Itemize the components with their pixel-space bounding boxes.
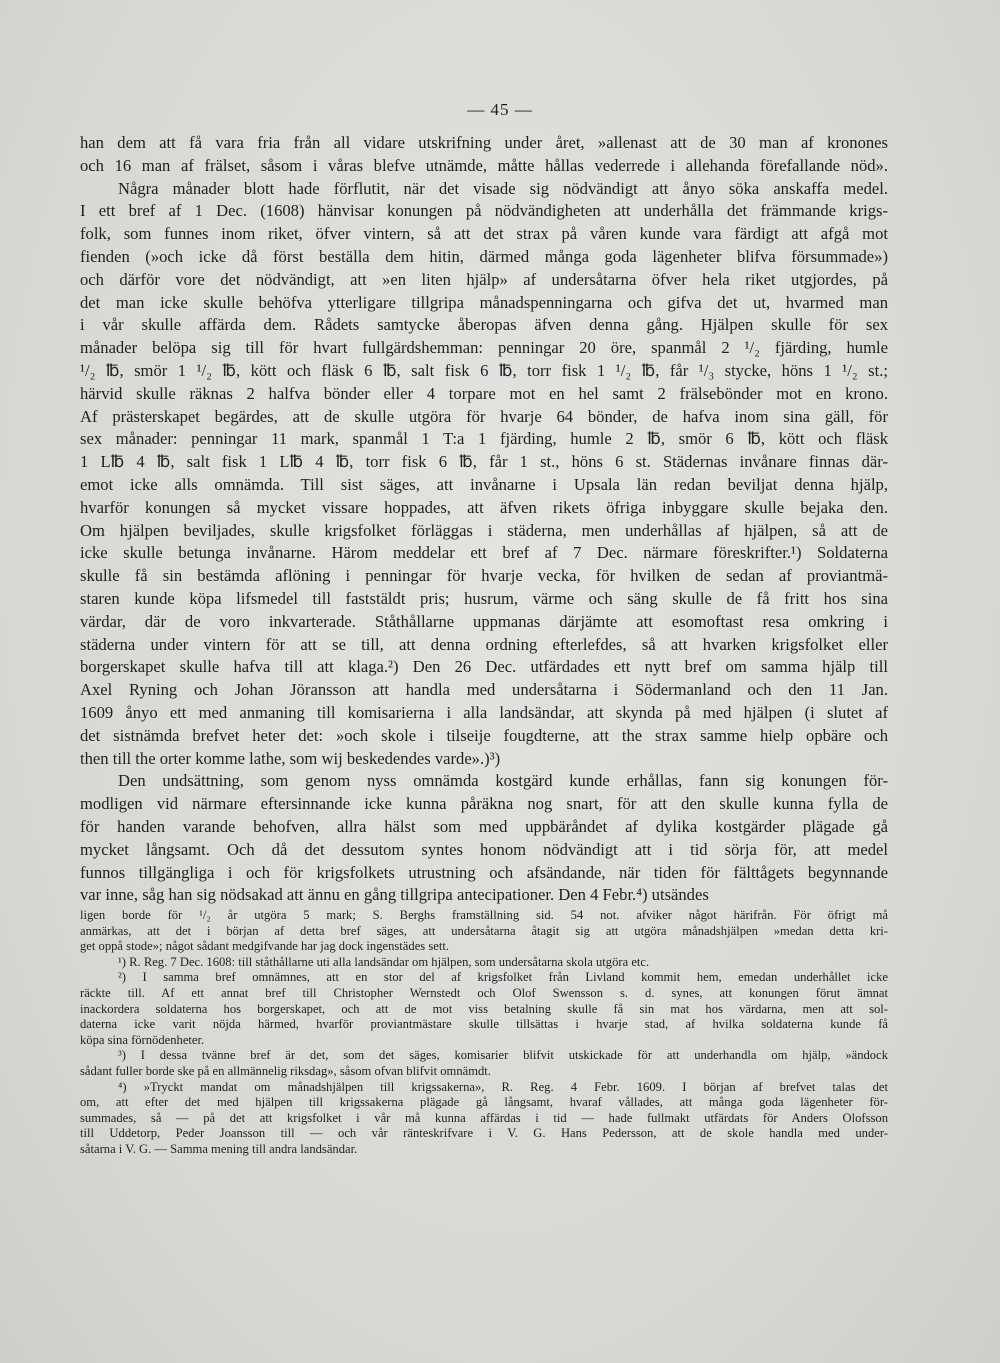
footnote-line: ³) I dessa tvänne bref är det, som det säges, komisarier blifvit utskickade för att underhandla om hjälp, »ändock (118, 1048, 888, 1063)
body-line: icke skulle betunga invånarne. Härom meddelar ett bref af 7 Dec. närmare föreskrifter.¹) Soldaterna (80, 543, 888, 563)
body-line: then till the orter komme lathe, som wij beskedendes varde».)³) (80, 748, 501, 768)
body-line: värdar, där de voro inkvarterade. Ståthållarne uppmanas därjämte att esomoftast resa omkring i (80, 611, 888, 631)
body-line: städerna under vintern för att se till, att denna ordning efterlefdes, så att hvarken krigsfolket eller (80, 634, 888, 654)
body-line: hvarför konungen så mycket vissare hoppades, att äfven rikets öfriga inbyggare skulle bejaka den. (80, 497, 888, 517)
footnote-line: ²) I samma bref omnämnes, att en stor del af krigsfolket från Livland kommit hem, emedan underhållet icke (118, 970, 888, 985)
body-line: 1 L℔ 4 ℔, salt fisk 1 L℔ 4 ℔, torr fisk 6 ℔, får 1 st., höns 6 st. Städernas invånare finnas där- (80, 452, 888, 472)
body-line: I ett bref af 1 Dec. (1608) hänvisar konungen på nödvändigheten att underhålla det främmande krigs- (80, 201, 888, 221)
body-line: och 16 man af frälset, såsom i våras blefve utnämde, måtte hållas vederrede i allehanda förefallande nöd». (80, 155, 888, 175)
body-line: han dem att få vara fria från all vidare utskrifning under året, »allenast att de 30 man af kronones (80, 133, 888, 152)
body-line: fienden (»och icke då först beställa dem hitin, därmed många goda lägenheter blifva försummade») (80, 246, 888, 266)
body-line: för handen varande behofven, allra hälst som med uppbäråndet af dylika kostgärder plägade gå (80, 816, 888, 836)
body-line: 1609 ånyo ett med anmaning till komisarierna i alla landsändar, att skynda på med hjälpen (i slutet af (80, 702, 888, 722)
body-line: mycket långsamt. Och då det dessutom syntes honom nödvändigt att i tid sörja för, att medel (80, 839, 888, 859)
footnote-line: till Uddetorp, Peder Joansson till — och vår ränteskrifvare i V. G. Hans Pedersson, att de skole handla med under- (80, 1126, 888, 1141)
footnote-line: såtarna i V. G. — Samma mening till andra landsändar. (80, 1141, 358, 1156)
footnote-line: summades, så — på det att krigsfolket i vår må kunna affärdas i tid — hade fullmakt utfärdats för Anders Olofsson (80, 1110, 888, 1125)
footnote-line: räckte till. Af ett annat bref till Christopher Wernstedt och Olof Swensson s. d. synes, att konungen förut ämnat (80, 985, 888, 1000)
body-line: Axel Ryning och Johan Jöransson att handla med undersåtarna i Södermanland och den 11 Jan. (80, 680, 888, 700)
body-line: Några månader blott hade förflutit, när det visade sig nödvändigt att ånyo söka anskaffa medel. (118, 178, 888, 198)
footnote-line: ⁴) »Tryckt mandat om månadshjälpen till krigssakerna», R. Reg. 4 Febr. 1609. I början af brefvet talas det (118, 1079, 888, 1094)
footnote-line: sådant fuller borde ske på en allmännelig riksdag», såsom ofvan blifvit omnämdt. (80, 1063, 491, 1078)
body-line: Den undsättning, som genom nyss omnämda kostgärd kunde erhållas, fann sig konungen för- (118, 771, 888, 791)
body-line: emot icke alls omnämda. Till sist säges, att invånarne i Upsala län redan beviljat denna hjälp, (80, 474, 888, 494)
footnote-line: get oppå stode»; något sådant medgifvande har jag dock ingenstädes sett. (80, 939, 449, 954)
body-line: staren kunde köpa lifsmedel till faststäldt pris; husrum, värme och säng skulle de få fritt hos sina (80, 588, 888, 608)
body-line: det sistnämda brefvet heter det: »och skole i tilseije fougdterne, att the strax samme hielp opbäre och (80, 725, 888, 745)
footnote-line: inackordera soldaterna hos borgerskapet, och att de mot viss betalning skulle få sin mat hos värdarna, men att sol- (80, 1001, 888, 1016)
body-line: funnos tillgängliga i och för krigsfolkets utrustning och afsändande, när tiden för fälttågets begynnande (80, 862, 888, 882)
body-line: och därför vore det nödvändigt, att »en liten hjälp» af undersåtarna öfver hela riket utgjordes, på (80, 269, 888, 289)
body-line: härvid skulle räknas 2 halfva bönder eller 4 torpare mot en hel samt 2 frälsebönder mot en krono. (80, 383, 888, 403)
footnotes (80, 908, 888, 1158)
body-line: var inne, såg han sig nödsakad att ännu en gång tillgripa antecipationer. Den 4 Febr.⁴) utsändes (80, 885, 709, 905)
body-line: Om hjälpen beviljades, skulle krigsfolket förläggas i städerna, men underhållas af hjälpen, så att de (80, 520, 888, 540)
body-line: Af prästerskapet begärdes, att de skulle utgöra för hvarje 64 bönder, de hafva inom sina gäll, för (80, 406, 888, 426)
footnote-line: daterna icke varit nöjda härmed, hvarför proviantmästare skulle tillsättas i hvarje stad, af hvilka soldaterna kunde få (80, 1017, 888, 1032)
body-line: skulle få sin bestämda aflöning i penningar för hvarje vecka, för hvilken de sedan af proviantmä- (80, 566, 888, 586)
body-line: månader belöpa sig till för hvart fullgärdshemman: penningar 20 öre, spanmål 2 ¹/₂ fjärding, humle (80, 338, 888, 358)
body-line: ¹/₂ ℔, smör 1 ¹/₂ ℔, kött och fläsk 6 ℔, salt fisk 6 ℔, torr fisk 1 ¹/₂ ℔, får ¹/₃ stycke, höns 1 ¹/₂ st.; (80, 360, 888, 380)
page-number: — 45 — (467, 100, 533, 119)
body-line: modligen vid närmare eftersinnande icke kunna påräkna nog snart, för att den skulle kunna fylla de (80, 794, 888, 814)
footnote-line: köpa sina förnödenheter. (80, 1032, 205, 1047)
body-line: det man icke skulle behöfva ytterligare tillgripa månadspenningarna och gifva det ut, hvarmed man (80, 292, 888, 312)
body-line: sex månader: penningar 11 mark, spanmål 1 T:a 1 fjärding, humle 2 ℔, smör 6 ℔, kött och fläsk (80, 429, 888, 449)
body-line: folk, som funnes inom riket, öfver vintern, så att det strax på våren kunde vara färdigt att afgå mot (80, 224, 888, 244)
body-line: i vår skulle affärda dem. Rådets samtycke åberopas äfven denna gång. Hjälpen skulle för sex (80, 315, 888, 335)
body-text (80, 132, 888, 907)
footnote-line: ¹) R. Reg. 7 Dec. 1608: till ståthållarne uti alla landsändar om hjälpen, som undersåtarna skola utgöra etc. (118, 954, 650, 969)
footnote-line: om, att efter det med hjälpen till krigssakerna plägade gå långsamt, hvaraf vållades, att många goda lägenheter för- (80, 1095, 888, 1110)
footnote-line: ligen borde för ¹/₂ år utgöra 5 mark; S. Berghs framställning sid. 54 not. afviker något härifrån. För öfrigt må (80, 908, 888, 922)
body-line: borgerskapet skulle hafva till att klaga.²) Den 26 Dec. utfärdades ett nytt bref om samma hjälp till (80, 657, 888, 677)
footnote-line: anmärkas, att det i början af detta bref säges, att undersåtarna åtagit sig att utgöra månadshjälpen »medan detta kri- (80, 923, 888, 938)
